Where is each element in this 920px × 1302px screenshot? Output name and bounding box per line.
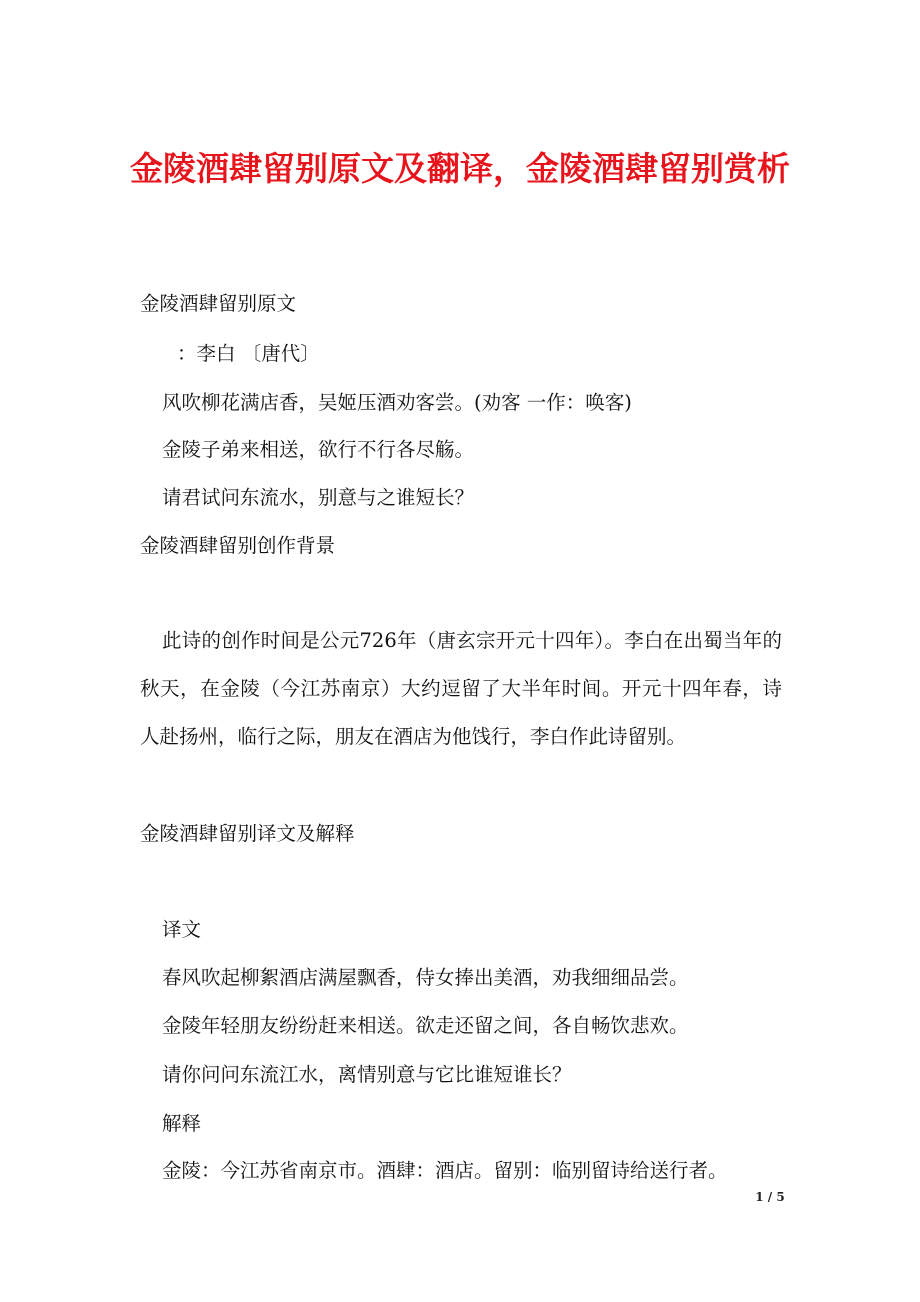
poem-line: 风吹柳花满店香，吴姬压酒劝客尝。(劝客 一作：唤客) [162,391,632,414]
background-heading: 金陵酒肆留别创作背景 [140,534,336,557]
poem-line: 请君试问东流水，别意与之谁短长？ [162,486,475,509]
document-title: 金陵酒肆留别原文及翻译，金陵酒肆留别赏析 [130,149,790,188]
background-paragraph: 此诗的创作时间是公元726年（唐玄宗开元十四年）。李白在出蜀当年的秋天，在金陵（今江苏南京）大约逗留了大半年时间。开元十四年春，诗人赴扬州，临行之际，朋友在酒店为他饯行，李白作此诗留别。 [140,629,782,748]
translation-line: 春风吹起柳絮酒店满屋飘香，侍女捧出美酒，劝我细细品尝。 [162,966,689,989]
translation-label: 译文 [162,918,202,941]
original-heading: 金陵酒肆留别原文 [140,292,297,315]
page-indicator: 1 / 5 [755,1190,785,1204]
translation-line: 请你问问东流江水，离情别意与它比谁短谁长？ [162,1063,572,1086]
translation-line: 金陵年轻朋友纷纷赶来相送。欲走还留之间，各自畅饮悲欢。 [162,1014,689,1037]
explanation-label: 解释 [162,1112,202,1135]
poem-line: 金陵子弟来相送，欲行不行各尽觞。 [162,438,475,461]
explanation-line: 金陵：今江苏省南京市。酒肆：酒店。留别：临别留诗给送行者。 [162,1159,728,1182]
author-line: ：李白 〔唐代〕 [177,342,320,365]
translation-heading: 金陵酒肆留别译文及解释 [140,822,355,845]
